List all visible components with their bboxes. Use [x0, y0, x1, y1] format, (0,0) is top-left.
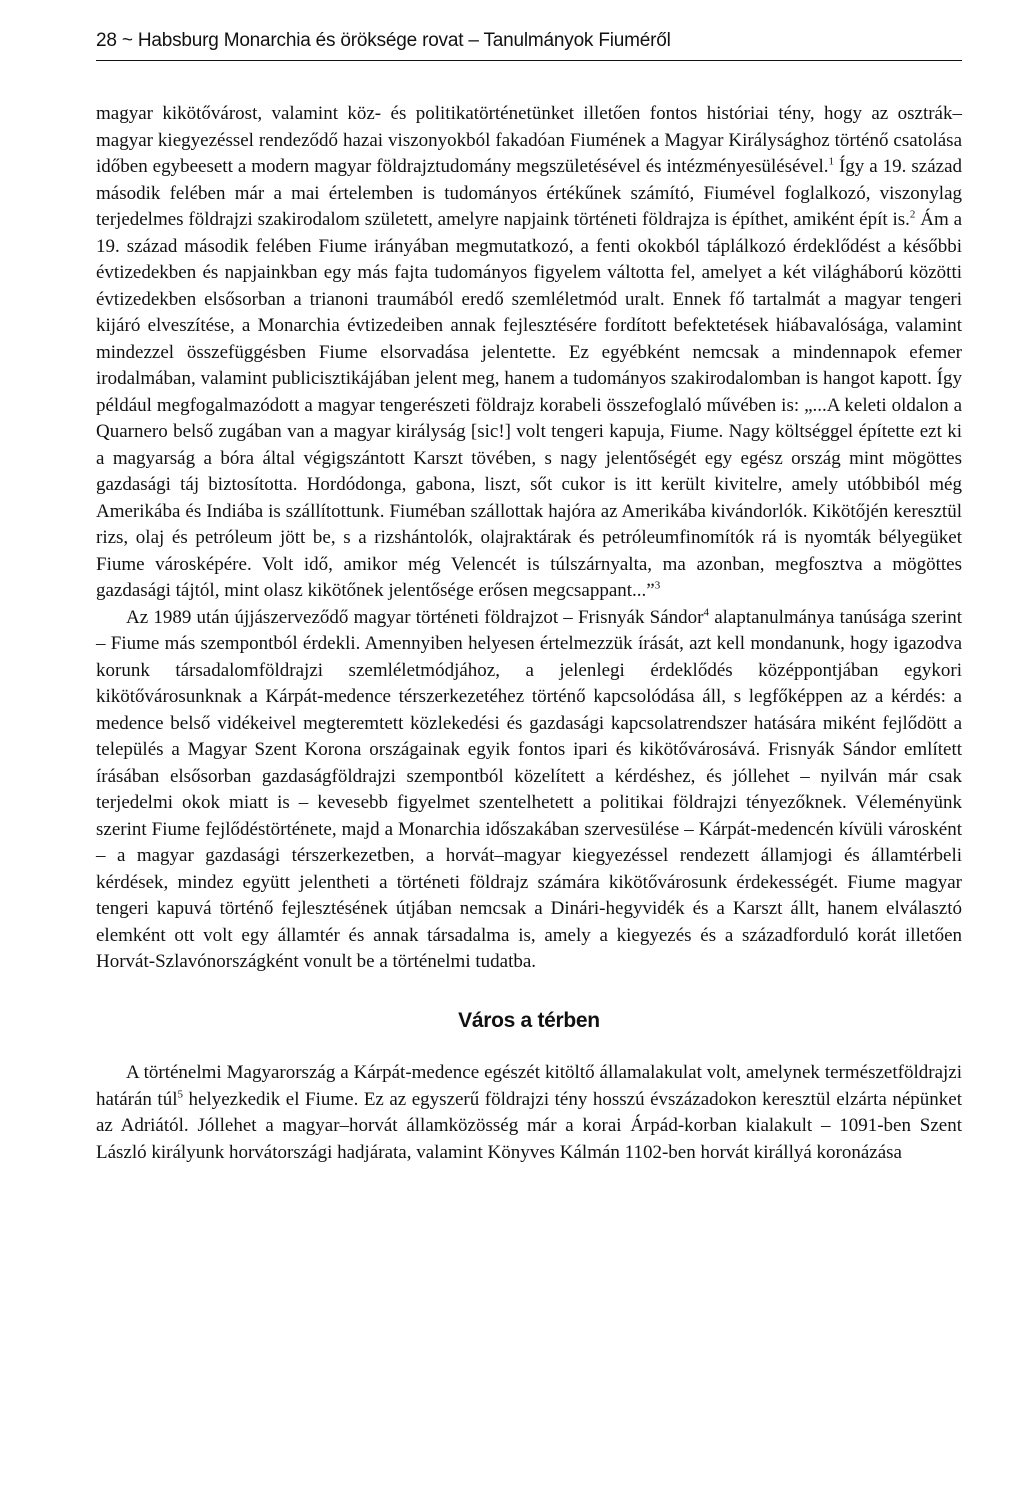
section-heading: Város a térben — [458, 1008, 600, 1032]
text-segment: Az 1989 után újjászerveződő magyar történeti földrajzot – Frisnyák Sándor — [126, 606, 704, 628]
footnote-ref-1[interactable]: 1 — [828, 155, 834, 168]
footnote-ref-3[interactable]: 3 — [654, 579, 661, 592]
text-segment: helyezkedik el Fiume. Ez az egyszerű földrajzi tény hosszú évszázadokon keresztül elzárta népünket az Adriától. Jóllehet a magyar–horvát államközösség már a korai Árpád-korban kialakult – 1091-ben Szent László királyunk horvátországi hadjárata, valamint Könyves Kálmán 1102-ben horvát királlyá koronázása — [96, 1088, 962, 1163]
text-segment: Ám a 19. század második felében Fiume irányában megmutatkozó, a fenti okokból táplálkozó érdeklődést a későbbi évtizedekben és napjainkban egy más fajta tudományos figyelem váltotta fel, amelyet a két világháború közötti évtizedekben elsősorban a trianoni traumából eredő szemléletmód uralt. Ennek fő tartalmát a magyar tengeri kijáró elveszítése, a Monarchia évtizedeiben annak fejlesztésére fordított befektetések hiábavalósága, valamint mindezzel összefüggésben Fiume elsorvadása jelentette. Ez egyébként nemcsak a mindennapok efemer irodalmában, valamint publicisztikájában jelent meg, hanem a tudományos szakirodalomban is hangot kapott. Így például megfogalmazódott a magyar tengerészeti földrajz korabeli összefoglaló művében is: „...A keleti oldalon a Quarnero belső zugában van a magyar királyság [sic!] volt tengeri kapuja, Fiume. Nagy költséggel építette ezt ki a magyarság a bóra által végigszántott Karszt tövében, s nagy jelentőségét egy egész ország mint mögöttes gazdasági táj biztosította. Hordódonga, gabona, liszt, sőt cukor is itt került kivitelre, amely utóbbiból még Amerikába és Indiába is szállítottunk. Fiuméban szállottak hajóra az Amerikába kivándorlók. Kikötőjén keresztül rizs, olaj és petróleum jött be, s a rizshántolók, olajraktárak és petróleumfinomítók rá is nyomták bélyegüket Fiume városképére. Volt idő, amikor még Velencét is túlszárnyalta, ma azonban, megfosztva a mögöttes gazdasági tájtól, mint olasz kikötőnek jelentősége erősen megcsappant...” — [96, 209, 963, 601]
header-separator: ~ — [121, 30, 133, 51]
footnote-ref-5[interactable]: 5 — [177, 1088, 183, 1101]
running-header — [96, 28, 962, 61]
paragraph-3 — [96, 1060, 962, 1166]
page-number: 28 — [96, 30, 117, 51]
document-page — [96, 28, 962, 1166]
paragraph-1 — [96, 101, 962, 605]
text-segment: Így a 19. század második felében már a mai értelemben is tudományos értékűnek számító, Fiumével foglalkozó, viszonylag terjedelmes földrajzi szakirodalom született, amelyre napjaink történeti földrajza is építhet, amiként épít is. — [96, 156, 963, 230]
footnote-ref-4[interactable]: 4 — [703, 606, 710, 619]
text-segment: magyar kikötővárost, valamint köz- és politikatörténetünket illetően fontos históriai tény, hogy az osztrák–magyar kiegyezéssel rendeződő hazai viszonyokból fakadóan Fiumének a Magyar Királysághoz történő csatolása időben egybeesett a modern magyar földrajztudomány megszületésével és intézményesülésével. — [96, 103, 962, 177]
header-title: Habsburg Monarchia és öröksége rovat – Tanulmányok Fiuméről — [137, 30, 671, 51]
footnote-ref-2[interactable]: 2 — [909, 208, 916, 221]
paragraph-2 — [96, 605, 962, 976]
text-segment: alaptanulmánya tanúsága szerint – Fiume más szempontból érdekli. Amennyiben helyesen értelmezzük írását, azt kell mondanunk, hogy igazodva korunk társadalomföldrajzi szemléletmódjához, a jelenlegi érdeklődés középpontjában egykori kikötővárosunknak a Kárpát-medence térszerkezetéhez történő kapcsolódása áll, s legfőképpen az a kérdés: a medence belső vidékeivel megteremtett közlekedési és gazdasági kapcsolatrendszer hatására miként fejlődött a település a Magyar Szent Korona országainak egyik fontos ipari és kikötővárosává. Frisnyák Sándor említett írásában elsősorban gazdaságföldrajzi szempontból közelített a kérdéshez, és jóllehet – nyilván már csak terjedelmi okok miatt is – kevesebb figyelmet szentelhetett a politikai földrajzi tényezőknek. Véleményünk szerint Fiume fejlődéstörténete, majd a Monarchia időszakában szervesülése – Kárpát-medencén kívüli városként – a magyar gazdasági térszerkezetben, a horvát–magyar kiegyezéssel rendezett államjogi és államtérbeli kérdések, mindez együtt jelentheti a történeti földrajz számára kikötővárosunk érdekességét. Fiume magyar tengeri kapuvá történő fejlesztésének útjában nemcsak a Dinári-hegyvidék és a Karszt állt, hanem elválasztó elemként ott volt egy államtér és annak társadalma is, amely a kiegyezés és a századforduló korát illetően Horvát-Szlavónországként vonult be a történelmi tudatba. — [96, 606, 962, 972]
body-text — [96, 101, 962, 1166]
text-segment: A történelmi Magyarország a Kárpát-medence egészét kitöltő államalakulat volt, amelynek természetföldrajzi határán túl — [96, 1062, 962, 1110]
